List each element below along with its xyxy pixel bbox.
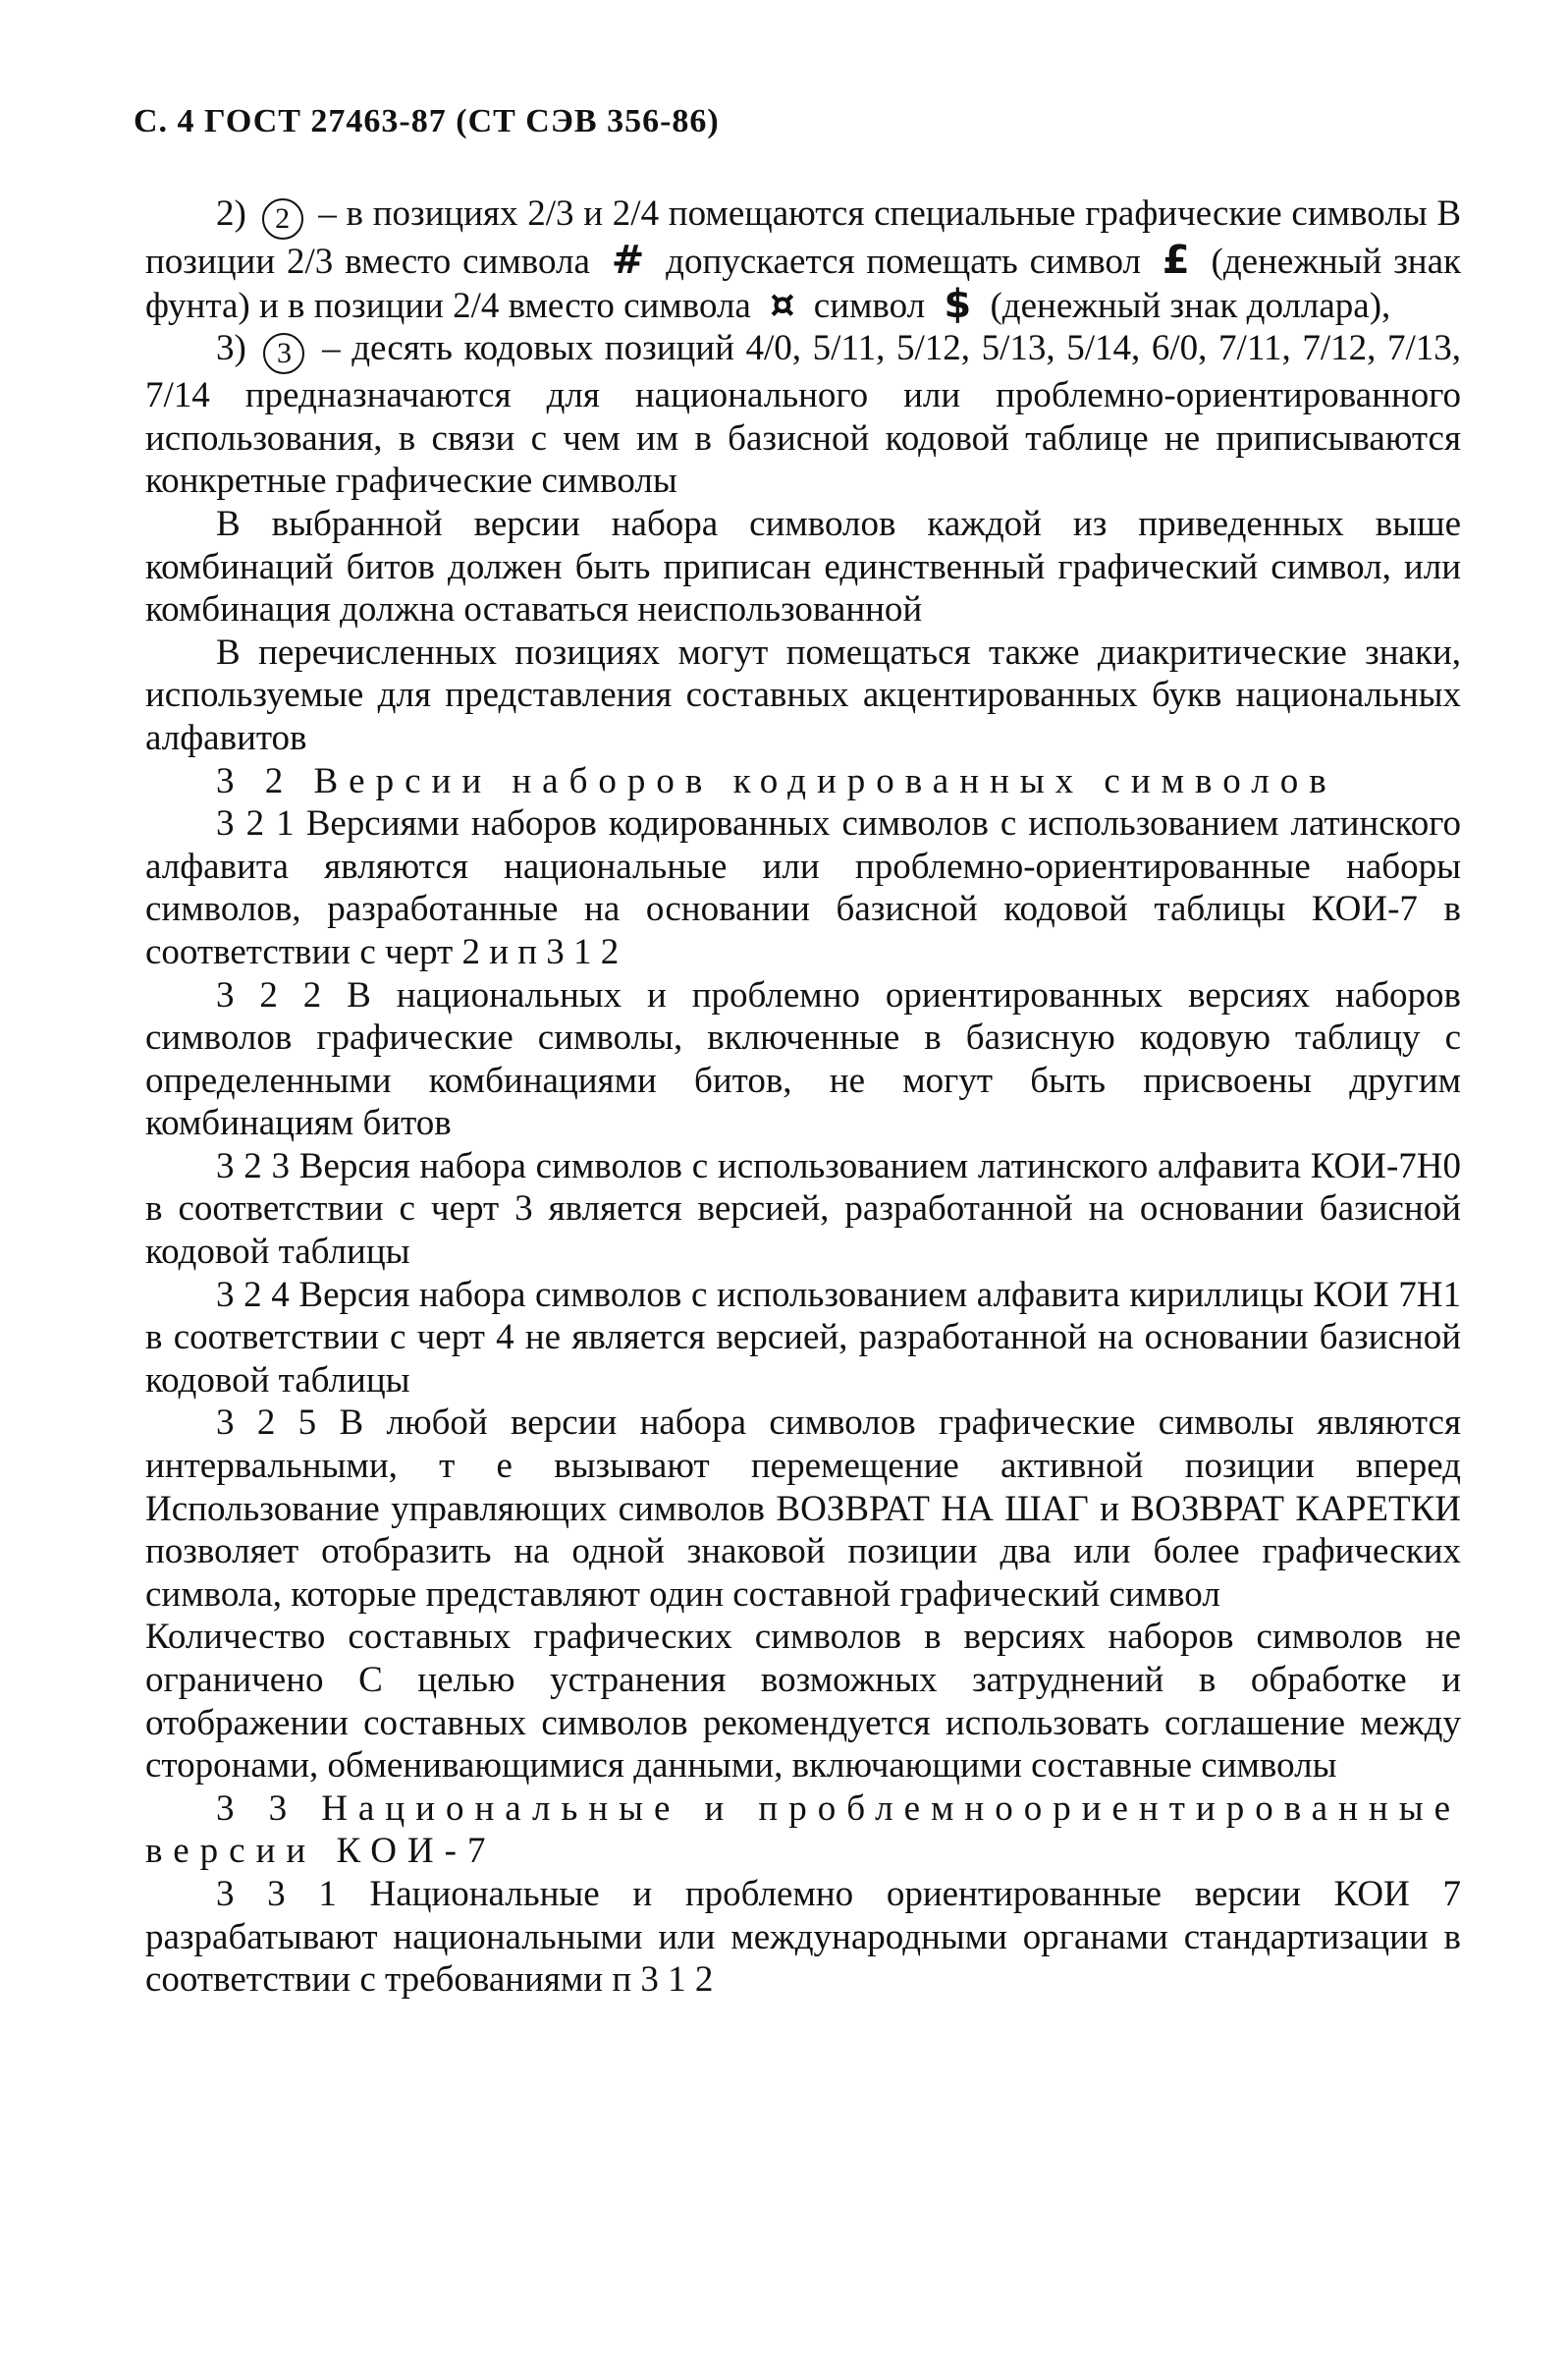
section-heading-3-2: 3 2 Версии наборов кодированных символов [216, 760, 1337, 801]
list-item-2 [145, 192, 1461, 327]
hash-symbol: # [611, 238, 645, 283]
item-text: – десять кодовых позиций 4/0, 5/11, 5/12, 5/13, 5/14, 6/0, 7/11, 7/12, 7/13, 7/14 предназначаются для национального или проблемно-ориентированного использования, в связи с чем им в базисной кодовой таблице не приписываются конкретные графические символы [145, 328, 1462, 502]
paragraph-3-2-3: 3 2 3 Версия набора символов с использованием латинского алфавита КОИ-7Н0 в соответствии с черт 3 является версией, разработанной на основании базисной кодовой таблицы [145, 1145, 1461, 1273]
page-header: С. 4 ГОСТ 27463-87 (СТ СЭВ 356-86) [134, 103, 720, 139]
item-text: допускается помещать символ [654, 242, 1153, 282]
circled-number-2: 2 [262, 198, 303, 240]
item-text: символ [804, 285, 935, 326]
list-item-3 [145, 327, 1461, 503]
pound-symbol: £ [1162, 238, 1190, 283]
paragraph-3-3-1: 3 3 1 Национальные и проблемно ориентированные версии КОИ 7 разрабатывают национальными или международными органами стандартизации в соответствии с требованиями п 3 1 2 [145, 1873, 1461, 2001]
dollar-symbol: $ [944, 281, 972, 327]
document-body [145, 192, 1461, 2002]
paragraph: В выбранной версии набора символов каждой из приведенных выше комбинаций битов должен быть приписан единственный графический символ, или комбинация должна оставаться неиспользованной [145, 503, 1461, 631]
paragraph-3-2-2: 3 2 2 В национальных и проблемно ориентированных версиях наборов символов графические символы, включенные в базисную кодовую таблицу с определенными комбинациями битов, не могут быть присвоены другим комбинациям битов [145, 974, 1461, 1144]
paragraph-3-2-5-continued: Количество составных графических символов в версиях наборов символов не ограничено С целью устранения возможных затруднений в обработке и отображении составных символов рекомендуется использовать соглашение между сторонами, обменивающимися данными, включающими составные символы [145, 1617, 1461, 1787]
item-text: (денежный знак фунта) и в позиции 2/4 вместо символа [145, 242, 1462, 326]
paragraph-3-2-5: 3 2 5 В любой версии набора символов графические символы являются интервальными, т е вызывают перемещение активной позиции вперед Использование управляющих символов ВОЗВРАТ НА ШАГ и ВОЗВРАТ КАРЕТКИ позволяет отобразить на одной знаковой позиции два или более графических символа, которые представляют один составной графический символ [145, 1402, 1461, 1615]
item-number: 2) [216, 193, 246, 234]
item-number: 3) [216, 328, 246, 369]
item-text: (денежный знак доллара), [981, 285, 1391, 326]
paragraph-3-2-1: 3 2 1 Версиями наборов кодированных символов с использованием латинского алфавита являются национальные или проблемно-ориентированные наборы символов, разработанные на основании базисной кодовой таблицы КОИ-7 в соответствии с черт 2 и п 3 1 2 [145, 803, 1461, 972]
paragraph: В перечисленных позициях могут помещаться также диакритические знаки, используемые для представления составных акцентированных букв национальных алфавитов [145, 632, 1461, 758]
currency-symbol: ¤ [770, 281, 795, 327]
section-heading-3-3: 3 3 Национальные и проблемноориентированные версии КОИ-7 [145, 1787, 1461, 1872]
circled-number-3: 3 [263, 333, 304, 374]
item-text: – в позициях 2/3 и 2/4 помещаются специальные графические символы В позиции 2/3 вместо символа [145, 193, 1462, 282]
paragraph-3-2-4: 3 2 4 Версия набора символов с использованием алфавита кириллицы КОИ 7Н1 в соответствии с черт 4 не является версией, разработанной на основании базисной кодовой таблицы [145, 1274, 1461, 1401]
